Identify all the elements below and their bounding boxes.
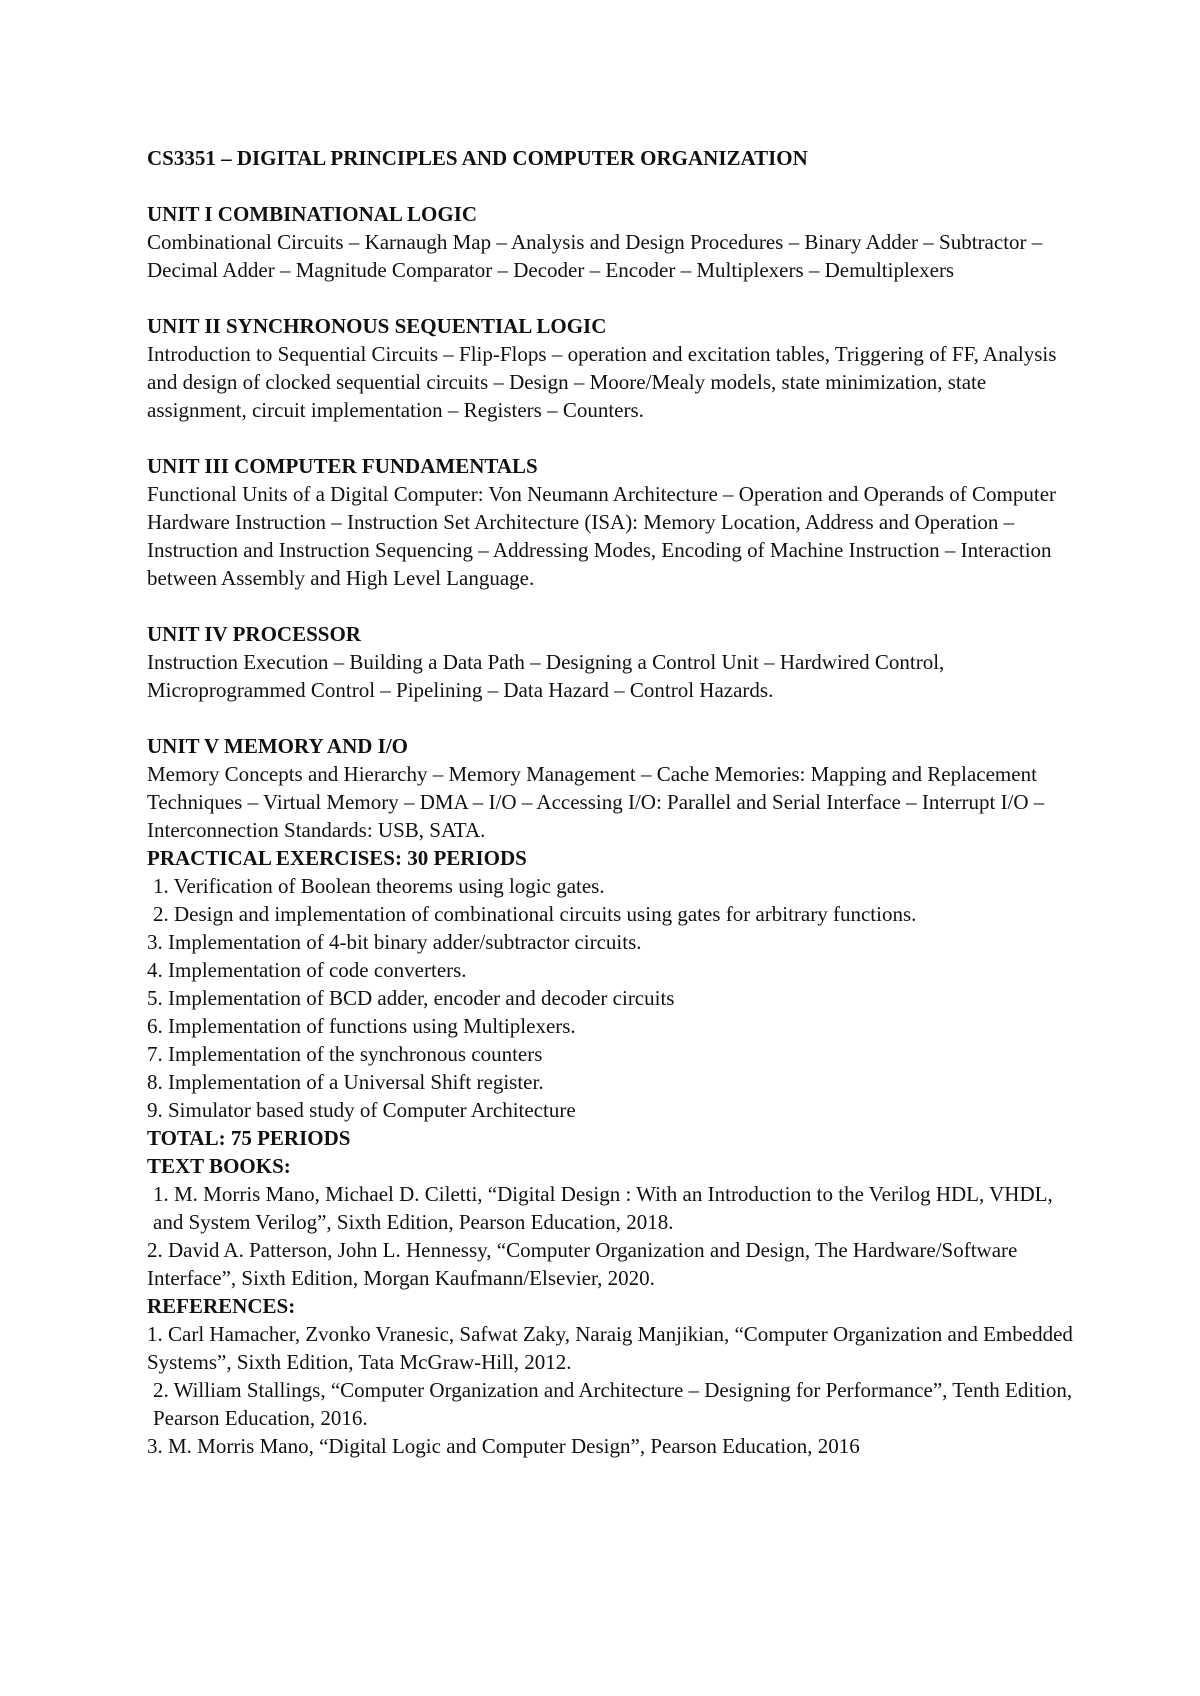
unit-2-body: Introduction to Sequential Circuits – Flip-Flops – operation and excitation tables, Triggering of FF, Analysis and design of clocked sequential circuits – Design – Moore/Mealy models, state minimization, state assignment, circuit implementation – Registers – Counters. bbox=[147, 342, 1057, 422]
practical-item: 4. Implementation of code converters. bbox=[147, 958, 467, 982]
practical-item: 1. Verification of Boolean theorems using logic gates. bbox=[153, 874, 605, 898]
syllabus-page bbox=[147, 144, 1087, 1460]
practical-item: 7. Implementation of the synchronous counters bbox=[147, 1042, 543, 1066]
unit-4-body: Instruction Execution – Building a Data Path – Designing a Control Unit – Hardwired Control, Microprogrammed Control – Pipelining – Data Hazard – Control Hazards. bbox=[147, 650, 945, 702]
practical-item: 5. Implementation of BCD adder, encoder and decoder circuits bbox=[147, 986, 675, 1010]
unit-5-heading: UNIT V MEMORY AND I/O bbox=[147, 734, 409, 758]
total-periods: TOTAL: 75 PERIODS bbox=[147, 1126, 351, 1150]
text-books-list bbox=[147, 1180, 1087, 1292]
course-title: CS3351 – DIGITAL PRINCIPLES AND COMPUTER ORGANIZATION bbox=[147, 146, 808, 170]
unit-4-heading: UNIT IV PROCESSOR bbox=[147, 622, 361, 646]
unit-2-heading: UNIT II SYNCHRONOUS SEQUENTIAL LOGIC bbox=[147, 314, 607, 338]
references-heading: REFERENCES: bbox=[147, 1294, 296, 1318]
unit-2 bbox=[147, 312, 1087, 424]
text-book-item: 2. David A. Patterson, John L. Hennessy, “Computer Organization and Design, The Hardware/Software Interface”, Sixth Edition, Morgan Kaufmann/Elsevier, 2020. bbox=[147, 1238, 1018, 1290]
unit-5 bbox=[147, 732, 1087, 844]
practical-item: 6. Implementation of functions using Multiplexers. bbox=[147, 1014, 576, 1038]
unit-1-heading: UNIT I COMBINATIONAL LOGIC bbox=[147, 202, 478, 226]
unit-1-body: Combinational Circuits – Karnaugh Map – Analysis and Design Procedures – Binary Adder – Subtractor – Decimal Adder – Magnitude Comparator – Decoder – Encoder – Multiplexers – Demultiplexers bbox=[147, 230, 1043, 282]
practical-heading: PRACTICAL EXERCISES: 30 PERIODS bbox=[147, 846, 527, 870]
unit-3-body: Functional Units of a Digital Computer: Von Neumann Architecture – Operation and Operands of Computer Hardware Instruction – Instruction Set Architecture (ISA): Memory Location, Address and Operation – Instruction and Instruction Sequencing – Addressing Modes, Encoding of Machine Instruction – Interaction between Assembly and High Level Language. bbox=[147, 482, 1057, 590]
references-list bbox=[147, 1320, 1087, 1460]
unit-3 bbox=[147, 452, 1087, 592]
practical-list bbox=[147, 872, 1087, 1124]
practical-item: 3. Implementation of 4-bit binary adder/subtractor circuits. bbox=[147, 930, 642, 954]
unit-5-body: Memory Concepts and Hierarchy – Memory Management – Cache Memories: Mapping and Replacement Techniques – Virtual Memory – DMA – I/O – Accessing I/O: Parallel and Serial Interface – Interrupt I/O – Interconnection Standards: USB, SATA. bbox=[147, 762, 1045, 842]
text-books-heading: TEXT BOOKS: bbox=[147, 1154, 291, 1178]
unit-3-heading: UNIT III COMPUTER FUNDAMENTALS bbox=[147, 454, 538, 478]
reference-item: 1. Carl Hamacher, Zvonko Vranesic, Safwat Zaky, Naraig Manjikian, “Computer Organization and Embedded Systems”, Sixth Edition, Tata McGraw-Hill, 2012. bbox=[147, 1322, 1073, 1374]
practical-item: 8. Implementation of a Universal Shift register. bbox=[147, 1070, 544, 1094]
practical-item: 2. Design and implementation of combinational circuits using gates for arbitrary functions. bbox=[153, 902, 917, 926]
reference-item: 3. M. Morris Mano, “Digital Logic and Computer Design”, Pearson Education, 2016 bbox=[147, 1434, 860, 1458]
reference-item: 2. William Stallings, “Computer Organization and Architecture – Designing for Performance”, Tenth Edition, Pearson Education, 2016. bbox=[153, 1378, 1073, 1430]
unit-1 bbox=[147, 200, 1087, 284]
text-book-item: 1. M. Morris Mano, Michael D. Ciletti, “Digital Design : With an Introduction to the Verilog HDL, VHDL, and System Verilog”, Sixth Edition, Pearson Education, 2018. bbox=[153, 1182, 1053, 1234]
practical-item: 9. Simulator based study of Computer Architecture bbox=[147, 1098, 576, 1122]
unit-4 bbox=[147, 620, 1087, 704]
